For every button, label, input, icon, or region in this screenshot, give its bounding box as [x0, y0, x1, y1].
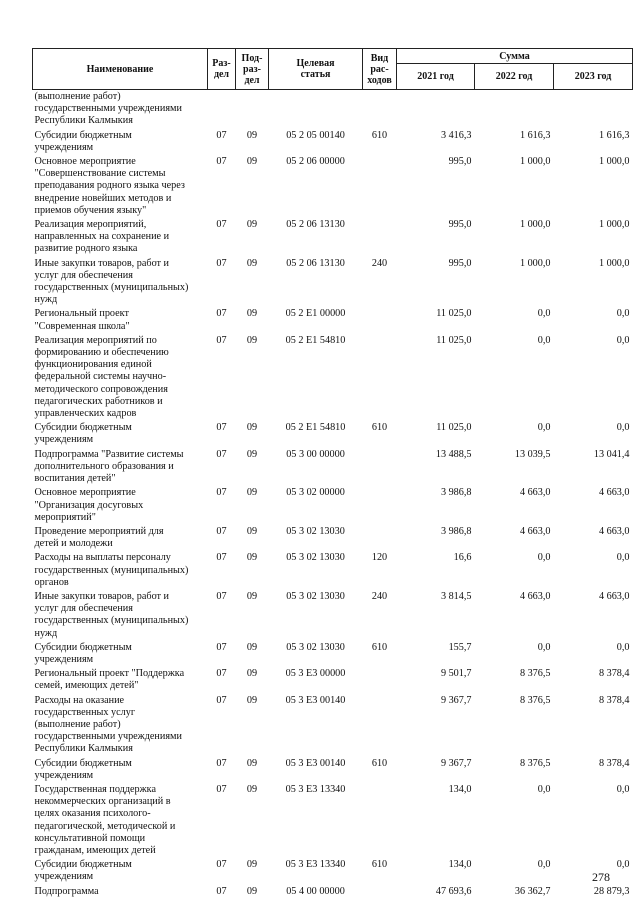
cell-raz: 07 — [216, 552, 227, 564]
cell-s2: 1 000,0 — [519, 219, 551, 231]
cell-pod: 09 — [246, 257, 258, 269]
cell-raz: 07 — [216, 525, 227, 537]
cell-s2: 0,0 — [537, 859, 551, 871]
header-razdel-text: Раз- дел — [212, 58, 231, 80]
cell-vid: 610 — [371, 129, 388, 141]
cell-cs: 05 2 06 13130 — [286, 257, 345, 269]
cell-s3: 4 663,0 — [598, 525, 630, 537]
cell-s2: 0,0 — [537, 783, 551, 795]
cell-s1: 11 025,0 — [436, 334, 472, 346]
header-razdel — [208, 49, 236, 90]
cell-cs: 05 2 E1 00000 — [285, 308, 346, 320]
cell-pod: 09 — [246, 783, 258, 795]
cell-s3: 0,0 — [616, 783, 630, 795]
cell-pod: 09 — [246, 129, 258, 141]
cell-raz: 07 — [216, 885, 227, 897]
cell-pod: 09 — [246, 641, 258, 653]
cell-name: Иные закупки товаров, работ и услуг для обеспечения государственных (муниципальных) нужд — [34, 590, 189, 639]
cell-s3: 8 378,4 — [598, 694, 630, 706]
cell-name: Субсидии бюджетным учреждениям — [34, 757, 132, 781]
cell-cs: 05 2 05 00140 — [286, 129, 345, 141]
cell-cs: 05 2 06 00000 — [286, 156, 345, 168]
cell-s1: 47 693,6 — [435, 885, 472, 897]
table-row — [33, 858, 633, 884]
cell-pod: 09 — [246, 668, 258, 680]
cell-s3: 1 000,0 — [598, 219, 630, 231]
cell-s2: 8 376,5 — [519, 757, 551, 769]
cell-cs: 05 3 E3 00000 — [285, 668, 346, 680]
table-row — [33, 155, 633, 218]
cell-raz: 07 — [216, 422, 227, 434]
cell-s2: 13 039,5 — [514, 448, 551, 460]
cell-cs: 05 3 E3 00140 — [285, 694, 346, 706]
cell-pod: 09 — [246, 552, 258, 564]
cell-vid: 610 — [371, 641, 388, 653]
cell-name: Реализация мероприятий по формированию и обеспечению функционирования единой федеральной системы научно- методического сопровождения педагогических работников и управленческих кадров — [34, 334, 169, 420]
cell-s3: 8 378,4 — [598, 757, 630, 769]
cell-s1: 9 367,7 — [440, 757, 472, 769]
cell-vid: 610 — [371, 757, 388, 769]
cell-raz: 07 — [216, 448, 227, 460]
cell-vid — [363, 783, 397, 858]
cell-raz: 07 — [216, 757, 227, 769]
table-row — [33, 334, 633, 421]
cell-s2: 4 663,0 — [519, 525, 551, 537]
cell-cs: 05 3 02 13030 — [286, 525, 345, 537]
cell-name: Региональный проект "Поддержка семей, имеющих детей" — [34, 668, 185, 692]
cell-s1: 995,0 — [448, 219, 472, 231]
cell-name: (выполнение работ) государственными учреждениями Республики Калмыкия — [34, 91, 182, 127]
cell-vid — [363, 525, 397, 551]
cell-name: Региональный проект "Современная школа" — [34, 308, 130, 332]
cell-raz: 07 — [216, 219, 227, 231]
cell-pod: 09 — [246, 525, 258, 537]
cell-s2: 4 663,0 — [519, 487, 551, 499]
cell-pod: 09 — [246, 590, 258, 602]
cell-s3: 13 041,4 — [593, 448, 630, 460]
cell-vid — [363, 155, 397, 218]
page-number: 278 — [592, 870, 610, 884]
cell-vid — [363, 448, 397, 487]
table-body — [33, 90, 633, 899]
cell-pod: 09 — [246, 422, 258, 434]
header-celevaya — [269, 49, 363, 90]
cell-name: Расходы на оказание государственных услуг (выполнение работ) государственными учреждениями Республики Калмыкия — [34, 694, 182, 755]
cell-vid: 240 — [371, 590, 388, 602]
cell-raz: 07 — [216, 308, 227, 320]
table-row — [33, 551, 633, 590]
cell-vid — [363, 334, 397, 421]
header-podrazdel-text: Под- раз- дел — [241, 52, 263, 86]
cell-raz: 07 — [216, 129, 227, 141]
cell-s3: 4 663,0 — [598, 590, 630, 602]
cell-s1: 16,6 — [453, 552, 472, 564]
table-row — [33, 885, 633, 899]
header-summa-text: Сумма — [499, 50, 530, 62]
cell-cs: 05 3 E3 13340 — [285, 783, 346, 795]
cell-cs: 05 3 E3 00140 — [285, 757, 346, 769]
cell-s3: 0,0 — [616, 859, 630, 871]
cell-pod: 09 — [246, 859, 258, 871]
cell-s2 — [475, 90, 554, 129]
cell-s3: 0,0 — [616, 641, 630, 653]
cell-name: Субсидии бюджетным учреждениям — [34, 641, 132, 665]
cell-cs: 05 3 E3 13340 — [285, 859, 346, 871]
cell-s2: 0,0 — [537, 308, 551, 320]
cell-s1: 9 501,7 — [440, 668, 472, 680]
table-row — [33, 525, 633, 551]
header-podrazdel — [236, 49, 269, 90]
header-year-2023-text: 2023 год — [574, 71, 612, 82]
cell-cs: 05 2 E1 54810 — [285, 334, 346, 346]
cell-name: Субсидии бюджетным учреждениям — [34, 129, 132, 153]
cell-name: Проведение мероприятий для детей и молодежи — [34, 525, 164, 550]
cell-s2: 4 663,0 — [519, 590, 551, 602]
table-row — [33, 590, 633, 641]
cell-vid — [363, 486, 397, 525]
cell-s2: 0,0 — [537, 422, 551, 434]
cell-pod: 09 — [246, 308, 258, 320]
cell-s2: 0,0 — [537, 641, 551, 653]
cell-name: Субсидии бюджетным учреждениям — [34, 859, 132, 883]
cell-s2: 36 362,7 — [514, 885, 551, 897]
header-year-2021 — [397, 64, 475, 90]
table-row — [33, 486, 633, 525]
cell-raz: 07 — [216, 334, 227, 346]
table-row — [33, 421, 633, 447]
cell-vid: 610 — [371, 859, 388, 871]
cell-s1: 3 986,8 — [440, 525, 472, 537]
cell-raz: 07 — [216, 641, 227, 653]
cell-cs: 05 3 02 13030 — [286, 641, 345, 653]
table-row — [33, 218, 633, 257]
cell-vid — [363, 307, 397, 333]
cell-cs: 05 3 02 13030 — [286, 552, 345, 564]
cell-cs — [269, 90, 363, 129]
header-year-2021-text: 2021 год — [417, 71, 454, 82]
table-row — [33, 694, 633, 757]
table-row — [33, 667, 633, 693]
cell-s3: 0,0 — [616, 308, 630, 320]
cell-raz: 07 — [216, 590, 227, 602]
table-row — [33, 757, 633, 783]
cell-s1: 134,0 — [448, 859, 472, 871]
header-vid — [363, 49, 397, 90]
header-name-text: Наименование — [86, 63, 154, 75]
cell-pod: 09 — [246, 757, 258, 769]
cell-s3: 1 616,3 — [598, 129, 630, 141]
cell-cs: 05 4 00 00000 — [286, 885, 345, 897]
cell-s1: 995,0 — [448, 156, 472, 168]
cell-s1: 155,7 — [448, 641, 472, 653]
header-year-2023 — [554, 64, 633, 90]
cell-pod — [236, 90, 269, 129]
cell-vid: 240 — [371, 257, 388, 269]
cell-pod: 09 — [246, 219, 258, 231]
cell-s3: 1 000,0 — [598, 257, 630, 269]
cell-name: Государственная поддержка некоммерческих организаций в целях оказания психолого- педагогической, методической и консультативной помощи гражданам, имеющих детей — [34, 783, 176, 856]
cell-vid — [363, 694, 397, 757]
budget-table — [32, 48, 633, 899]
cell-s1: 9 367,7 — [440, 694, 472, 706]
cell-vid — [363, 218, 397, 257]
cell-pod: 09 — [246, 334, 258, 346]
header-celevaya-text: Целевая статья — [296, 58, 335, 80]
cell-pod: 09 — [246, 694, 258, 706]
cell-name: Иные закупки товаров, работ и услуг для обеспечения государственных (муниципальных) нужд — [34, 257, 189, 306]
cell-raz: 07 — [216, 487, 227, 499]
cell-raz: 07 — [216, 783, 227, 795]
header-name — [33, 49, 208, 90]
cell-s3: 0,0 — [616, 422, 630, 434]
cell-raz: 07 — [216, 257, 227, 269]
cell-s3: 0,0 — [616, 334, 630, 346]
header-year-2022-text: 2022 год — [495, 71, 533, 82]
cell-s1: 11 025,0 — [436, 308, 472, 320]
cell-s1: 11 025,0 — [436, 422, 472, 434]
cell-pod: 09 — [246, 885, 258, 897]
cell-s1: 3 986,8 — [440, 487, 472, 499]
cell-s1: 13 488,5 — [435, 448, 472, 460]
cell-name: Подпрограмма "Развитие системы дополнительного образования и воспитания детей" — [34, 448, 184, 485]
table-row — [33, 641, 633, 667]
cell-vid — [363, 667, 397, 693]
cell-raz: 07 — [216, 156, 227, 168]
cell-s2: 8 376,5 — [519, 668, 551, 680]
cell-s3 — [554, 90, 633, 129]
cell-vid — [363, 90, 397, 129]
cell-s1: 3 416,3 — [440, 129, 472, 141]
cell-cs: 05 2 E1 54810 — [285, 422, 346, 434]
header-vid-text: Вид рас- ходов — [367, 52, 392, 86]
cell-cs: 05 3 00 00000 — [286, 448, 345, 460]
cell-raz: 07 — [216, 668, 227, 680]
cell-s1: 3 814,5 — [440, 590, 472, 602]
cell-pod: 09 — [246, 448, 258, 460]
budget-table-container — [32, 48, 632, 899]
cell-raz: 07 — [216, 859, 227, 871]
cell-s2: 1 616,3 — [519, 129, 551, 141]
cell-s3: 0,0 — [616, 552, 630, 564]
cell-vid: 120 — [371, 552, 388, 564]
cell-s2: 1 000,0 — [519, 257, 551, 269]
header-year-2022 — [475, 64, 554, 90]
cell-vid — [363, 885, 397, 899]
table-row — [33, 448, 633, 487]
cell-name: Реализация мероприятий, направленных на сохранение и развитие родного языка — [34, 219, 170, 255]
table-row — [33, 783, 633, 858]
cell-raz — [208, 90, 236, 129]
cell-name: Основное мероприятие "Совершенствование системы преподавания родного языка через внедрение новейших методов и приемов обучения языку" — [34, 156, 185, 216]
cell-name: Основное мероприятие "Организация досуговых мероприятий" — [34, 487, 144, 523]
cell-name: Расходы на выплаты персоналу государственных (муниципальных) органов — [34, 552, 189, 588]
cell-s2: 0,0 — [537, 552, 551, 564]
cell-s2: 1 000,0 — [519, 156, 551, 168]
cell-s2: 8 376,5 — [519, 694, 551, 706]
cell-raz: 07 — [216, 694, 227, 706]
cell-cs: 05 3 02 13030 — [286, 590, 345, 602]
cell-pod: 09 — [246, 487, 258, 499]
cell-name: Подпрограмма — [34, 885, 99, 897]
cell-s3: 1 000,0 — [598, 156, 630, 168]
cell-s3: 28 879,3 — [593, 885, 630, 897]
cell-s3: 4 663,0 — [598, 487, 630, 499]
table-row — [33, 129, 633, 155]
cell-s1 — [397, 90, 475, 129]
table-row — [33, 307, 633, 333]
cell-s3: 8 378,4 — [598, 668, 630, 680]
header-summa — [397, 49, 633, 64]
cell-vid: 610 — [371, 422, 388, 434]
table-row — [33, 257, 633, 308]
cell-s2: 0,0 — [537, 334, 551, 346]
cell-s1: 995,0 — [448, 257, 472, 269]
table-row — [33, 90, 633, 129]
cell-name: Субсидии бюджетным учреждениям — [34, 422, 132, 446]
cell-cs: 05 3 02 00000 — [286, 487, 345, 499]
cell-s1: 134,0 — [448, 783, 472, 795]
cell-cs: 05 2 06 13130 — [286, 219, 345, 231]
cell-pod: 09 — [246, 156, 258, 168]
table-header — [33, 49, 633, 90]
